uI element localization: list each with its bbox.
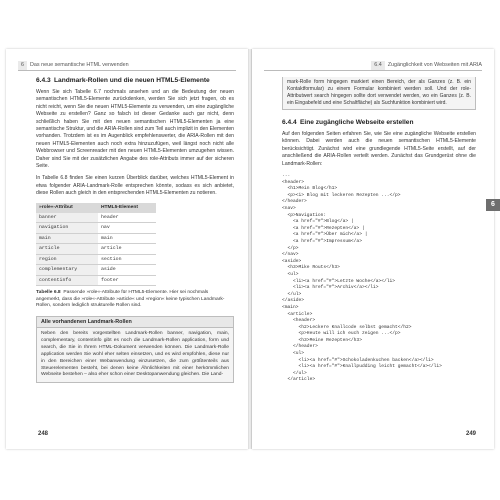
code-line: <main> [282, 304, 299, 310]
chapter-thumb-tab: 6 [486, 199, 500, 211]
code-line: <ul> [282, 271, 299, 277]
info-box [36, 316, 234, 383]
table-cell: banner [36, 213, 98, 223]
right-page-content [282, 77, 476, 384]
code-line: <p>Navigation: [282, 212, 327, 218]
table-row [36, 265, 156, 276]
code-line: <header> [282, 318, 316, 324]
code-listing [282, 173, 476, 384]
table-row [36, 244, 156, 255]
code-line: <h2>Leckere Knallcode selbst gemacht</h2> [282, 324, 412, 330]
running-header-right [264, 61, 482, 71]
table-cell: aside [98, 265, 156, 276]
code-line: <header> [282, 179, 305, 185]
left-page [6, 49, 248, 449]
code-line: <h3>Meine Rezepten</h3> [282, 337, 362, 343]
code-line: </p> [282, 245, 299, 251]
code-line: <h1>Mein Blog</h1> [282, 186, 338, 192]
code-line: <a href="#">Rezepten</a> | [282, 225, 365, 231]
info-box-title: Alle vorhandenen Landmark-Rollen [37, 317, 233, 328]
table-cell: complementary [36, 265, 98, 276]
code-line: </aside> [282, 298, 305, 304]
code-line: <aside> [282, 258, 302, 264]
section-number: 6.4.4 [282, 119, 297, 126]
table-cell: main [98, 233, 156, 244]
table-cell: contentinfo [36, 275, 98, 286]
caption-text: Passende »role«-Attribute für HTML5-Elemente. Hier sei nochmals angemerkt, dass die »role«-Attribute »article« und »region« keine typischen Landmark-Rollen, sondern lediglich strukturelle Rollen sind. [36, 290, 225, 309]
code-line: <ul> [282, 351, 305, 357]
code-line: <p><i> Blog mit leckeren Rezepten ...</p> [282, 192, 401, 198]
code-line: </nav> [282, 252, 299, 258]
table-header-cell: HTML5-Element [98, 203, 156, 213]
chapter-number: 6 [18, 61, 27, 70]
right-page [252, 49, 494, 449]
code-line: <a href="#">Blog</a> | [282, 219, 354, 225]
info-box-text: Neben den bereits vorgestellten Landmark-Rollen banner, navigation, main, complementary, contentinfo gibt es noch die Landmark-Rollen application, form und search, die Sie in Ihrem HTML-Dokument verwenden können. Die Landmark-Rolle application werden Sie wohl eher selten einsetzen, und es wird empfohlen, diese nur in den Bereichen einer Webanwendung einzusetzen, die zum größtenteils aus Steuerelementen besteht, bei denen keine Ähnlichkeiten mit einer herkömmlichen Webseite bestehen – also eher schon einer Desktopanwendung gleichen. Die Land- [41, 330, 229, 378]
left-page-content [36, 77, 234, 383]
info-box-continued: mark-Rolle form hingegen markiert einen Bereich, der als Ganzes (z. B. ein Kontaktformular) zu einem Formular kombiniert werden soll. Und der role-Attributwert search hingegen sollte dort verwendet werden, wo ein Ganzes (z. B. ein Eingabefeld und eine Schaltfläche) als Suchfunktion kombiniert wird. [282, 77, 476, 110]
code-line: <h3>Mike Routs</h3> [282, 265, 340, 271]
section-title: Eine zugängliche Webseite erstellen [300, 119, 414, 126]
code-line: <li><a href="#">Letzte Woche</a></li> [282, 278, 396, 284]
code-line: ... [282, 173, 291, 179]
table-caption [36, 290, 234, 310]
table-cell: footer [98, 275, 156, 286]
table-cell: article [36, 244, 98, 255]
caption-label: Tabelle 6.8 [36, 290, 61, 296]
chapter-title: Zugänglichkeit von Webseiten mit ARIA [387, 62, 482, 68]
body-paragraph: Wenn Sie sich Tabelle 6.7 nochmals ansehen und an die Bedeutung der neuen semantischen HTML5-Elemente zurückdenken, werden Sie sich jetzt fragen, ob es nicht reicht, wenn Sie die neuen HTML5-Elemente zu verwenden, um eine zugängliche Webseite zu erstellen? Ganz so falsch ist dieser Gedanke auch gar nicht, denn schließlich haben Sie mit den neuen semantischen HTML5-Elementen ja eine semantische Struktur, und die ARIA-Rollen sind zum Teil auch implizit in den Elementen vorhanden. Trotzdem ist es im Augenblick empfehlenswerter, die ARIA-Rollen mit den neuen HTML5-Elementen auch noch extra hinzuzufügen, weil längst noch nicht alle Webbrowser und Screenreader mit den neuen HTML5-Elementen umzugehen wissen. Daher sind Sie mit der zusätzlichen Angabe des role-Attributs immer auf der sicheren Seite. [36, 89, 234, 170]
code-line: </ul> [282, 291, 302, 297]
table-row [36, 254, 156, 265]
code-line: </article> [282, 377, 316, 383]
code-line: <a href="#">Impressum</a> [282, 238, 362, 244]
table-body [36, 213, 156, 286]
table-row [36, 275, 156, 286]
table-row [36, 223, 156, 234]
table-cell: region [36, 254, 98, 265]
page-number: 248 [38, 431, 49, 437]
book-spread [0, 49, 500, 449]
table-header-cell: »role«-Attribut [36, 203, 98, 213]
table-cell: navigation [36, 223, 98, 234]
code-line: <li><a href="#">Knallpudding leicht gemacht</a></li> [282, 364, 442, 370]
chapter-number: 6.4 [371, 61, 385, 70]
table-cell: section [98, 254, 156, 265]
table-row [36, 213, 156, 223]
role-mapping-table [36, 203, 156, 287]
table-header-row [36, 203, 156, 213]
table-row [36, 233, 156, 244]
table-cell: header [98, 213, 156, 223]
page-number: 249 [465, 431, 476, 437]
code-line: </header> [282, 344, 318, 350]
section-heading [282, 119, 476, 127]
code-line: </header> [282, 199, 307, 205]
section-title: Landmark-Rollen und die neuen HTML5-Elemente [54, 77, 210, 84]
body-paragraph: In Tabelle 6.8 finden Sie einen kurzen Überblick darüber, welches HTML5-Element in etwa folgender ARIA-Landmark-Rolle entsprechen könnte, sodass es sich anbietet, diese Rollen auch gleich in den entsprechenden HTML5-Elementen zu notieren. [36, 175, 234, 197]
running-header-left [18, 61, 236, 71]
code-line: </ul> [282, 370, 307, 376]
code-line: <p>Heute will ich euch zeigen ...</p> [282, 331, 401, 337]
table-cell: nav [98, 223, 156, 234]
code-line: <nav> [282, 206, 296, 211]
chapter-title: Das neue semantische HTML verwenden [30, 62, 129, 68]
body-paragraph: Auf den folgenden Seiten erfahren Sie, wie Sie eine zugängliche Webseite erstellen können. Dabei werden auch die neuen semantischen HTML5-Elemente berücksichtigt. Zunächst wird eine grundlegende HTML5-Seite erstellt, auf der anschließend die ARIA-Rollen verteilt werden. Zunächst das Grundgerüst ohne die Landmark-Rollen: [282, 131, 476, 167]
code-line: <li><a href="#">Archiv</a></li> [282, 285, 379, 291]
code-line: <article> [282, 311, 313, 317]
code-line: <li><a href="#">Schokoladenkuchen backen</a></li> [282, 357, 434, 363]
table-cell: main [36, 233, 98, 244]
code-line: <a href="#">Über mich</a> | [282, 232, 368, 238]
section-heading [36, 77, 234, 85]
table-cell: article [98, 244, 156, 255]
section-number: 6.4.3 [36, 77, 51, 84]
